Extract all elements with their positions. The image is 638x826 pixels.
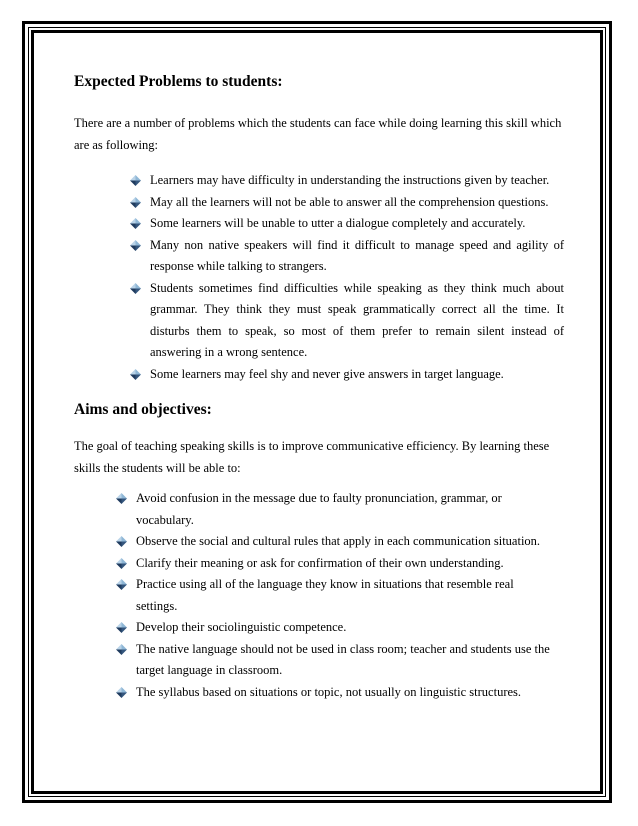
list-item: Clarify their meaning or ask for confirmation of their own understanding. bbox=[116, 553, 556, 575]
diamond-bullet-icon bbox=[130, 283, 141, 294]
diamond-bullet-icon bbox=[116, 536, 127, 547]
list-item: May all the learners will not be able to answer all the comprehension questions. bbox=[130, 192, 564, 214]
list-item: Students sometimes find difficulties while speaking as they think much about grammar. They think they must speak grammatically correct all the time. It disturbs them to speak, so most of them prefer to remain silent instead of answering in a wrong sentence. bbox=[130, 278, 564, 364]
diamond-bullet-icon bbox=[130, 197, 141, 208]
problems-list bbox=[130, 170, 564, 385]
section-title-expected-problems: Expected Problems to students: bbox=[74, 73, 283, 90]
list-item: The native language should not be used in class room; teacher and students use the target language in classroom. bbox=[116, 639, 556, 682]
list-item: Learners may have difficulty in understanding the instructions given by teacher. bbox=[130, 170, 564, 192]
list-item: Develop their sociolinguistic competence. bbox=[116, 617, 556, 639]
diamond-bullet-icon bbox=[116, 622, 127, 633]
list-item: Some learners will be unable to utter a dialogue completely and accurately. bbox=[130, 213, 564, 235]
diamond-bullet-icon bbox=[116, 644, 127, 655]
section-intro-expected-problems: There are a number of problems which the students can face while doing learning this skill which are as following: bbox=[74, 116, 562, 152]
section-title-aims-objectives: Aims and objectives: bbox=[74, 401, 212, 418]
diamond-bullet-icon bbox=[130, 175, 141, 186]
list-item: Avoid confusion in the message due to faulty pronunciation, grammar, or vocabulary. bbox=[116, 488, 556, 531]
diamond-bullet-icon bbox=[116, 579, 127, 590]
diamond-bullet-icon bbox=[130, 218, 141, 229]
diamond-bullet-icon bbox=[130, 240, 141, 251]
list-item: Observe the social and cultural rules that apply in each communication situation. bbox=[116, 531, 556, 553]
diamond-bullet-icon bbox=[116, 493, 127, 504]
list-item: Some learners may feel shy and never give answers in target language. bbox=[130, 364, 564, 386]
list-item: The syllabus based on situations or topic, not usually on linguistic structures. bbox=[116, 682, 556, 704]
objectives-list bbox=[116, 488, 556, 703]
list-item: Many non native speakers will find it difficult to manage speed and agility of response while talking to strangers. bbox=[130, 235, 564, 278]
diamond-bullet-icon bbox=[130, 369, 141, 380]
section-intro-aims-objectives: The goal of teaching speaking skills is to improve communicative efficiency. By learning these skills the students will be able to: bbox=[74, 439, 550, 475]
diamond-bullet-icon bbox=[116, 558, 127, 569]
list-item: Practice using all of the language they know in situations that resemble real settings. bbox=[116, 574, 556, 617]
diamond-bullet-icon bbox=[116, 687, 127, 698]
